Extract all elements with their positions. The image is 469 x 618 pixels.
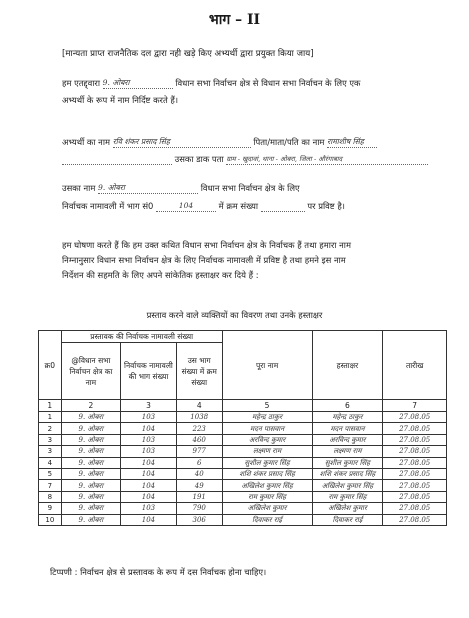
row-signature: सुशील कुमार सिंह bbox=[312, 457, 383, 468]
declaration-line-2: निम्नानुसार विधान सभा निर्वाचन क्षेत्र के लिए निर्वाचक नामावली में प्रविष्ट है तथा हमने इस नाम bbox=[62, 255, 346, 265]
col-part-header: निर्वाचक नामावली की भाग संख्या bbox=[121, 343, 177, 400]
address-line bbox=[62, 153, 428, 165]
row-name: महेन्द्र ठाकुर bbox=[222, 412, 312, 423]
row-serial: 6 bbox=[176, 457, 222, 468]
col-serial-header: उस भाग संख्या में क्रम संख्या bbox=[176, 343, 222, 400]
row-name: लक्ष्मण राम bbox=[222, 446, 312, 457]
row-serial: 1038 bbox=[176, 412, 222, 423]
address-label: उसका डाक पता bbox=[174, 154, 224, 164]
table-caption: प्रस्ताव करने वाले व्यक्तियों का विवरण तथा उनके हस्ताक्षर bbox=[146, 310, 323, 320]
row-date: 27.08.05 bbox=[383, 480, 447, 491]
row-signature: महेन्द्र ठाकुर bbox=[312, 412, 383, 423]
row-part: 104 bbox=[121, 457, 177, 468]
row-date: 27.08.05 bbox=[383, 457, 447, 468]
row-signature: अरविन्द कुमार bbox=[312, 434, 383, 445]
col-number: 7 bbox=[383, 400, 447, 412]
declaration-paragraph bbox=[62, 238, 351, 283]
row-date: 27.08.05 bbox=[383, 446, 447, 457]
row-name: मदन पासवान bbox=[222, 423, 312, 434]
candidate-name-field bbox=[113, 136, 251, 148]
row-serial: 977 bbox=[176, 446, 222, 457]
table-row bbox=[39, 446, 447, 457]
row-constituency: 9. ओबरा bbox=[61, 468, 120, 479]
row-signature: राम कुमार सिंह bbox=[312, 491, 383, 502]
row-sno: 5 bbox=[39, 468, 62, 479]
father-label: पिता/माता/पति का नाम bbox=[253, 137, 325, 147]
page-title: भाग – II bbox=[208, 12, 261, 28]
roll-prefix: निर्वाचक नामावली में भाग सं0 bbox=[62, 201, 154, 211]
proposers-table-body bbox=[39, 412, 447, 526]
row-constituency: 9. ओबरा bbox=[61, 503, 120, 514]
table-row bbox=[39, 423, 447, 434]
col-number: 3 bbox=[121, 400, 177, 412]
roll-part-field bbox=[156, 200, 216, 212]
row-name: अखिलेश कुमार bbox=[222, 503, 312, 514]
row-sno: 8 bbox=[39, 491, 62, 502]
row-sno: 10 bbox=[39, 514, 62, 525]
row-constituency: 9. ओबरा bbox=[61, 457, 120, 468]
row-part: 104 bbox=[121, 423, 177, 434]
elector-label: उसका नाम bbox=[62, 183, 96, 193]
row-part: 104 bbox=[121, 480, 177, 491]
row-signature: अखिलेश कुमार bbox=[312, 503, 383, 514]
declaration-line-3: निर्देशन की सहमति के लिए अपने सांकेतिक हस्ताक्षर कर दिये हैं : bbox=[62, 270, 259, 280]
row-date: 27.08.05 bbox=[383, 434, 447, 445]
table-row bbox=[39, 457, 447, 468]
father-name-field bbox=[327, 136, 377, 148]
roll-suffix: पर प्रविष्ट है। bbox=[307, 201, 345, 211]
row-date: 27.08.05 bbox=[383, 514, 447, 525]
row-part: 104 bbox=[121, 491, 177, 502]
row-name: अखिलेश कुमार सिंह bbox=[222, 480, 312, 491]
col-constituency-header: @विधान सभा निर्वाचन क्षेत्र का नाम bbox=[61, 343, 120, 400]
row-name: अरविन्द कुमार bbox=[222, 434, 312, 445]
row-part: 103 bbox=[121, 412, 177, 423]
elector-line bbox=[62, 182, 300, 194]
row-sno: 7 bbox=[39, 480, 62, 491]
table-row bbox=[39, 412, 447, 423]
row-serial: 191 bbox=[176, 491, 222, 502]
table-row bbox=[39, 468, 447, 479]
row-name: दिवाकर राई bbox=[222, 514, 312, 525]
col-number: 2 bbox=[61, 400, 120, 412]
row-constituency: 9. ओबरा bbox=[61, 423, 120, 434]
row-constituency: 9. ओबरा bbox=[61, 514, 120, 525]
roll-serial-label: में क्रम संख्या bbox=[218, 201, 259, 211]
col-number: 1 bbox=[39, 400, 62, 412]
row-serial: 223 bbox=[176, 423, 222, 434]
row-serial: 49 bbox=[176, 480, 222, 491]
table-row bbox=[39, 514, 447, 525]
row-sno: 1 bbox=[39, 412, 62, 423]
elector-constituency-field bbox=[98, 182, 198, 194]
row-serial: 306 bbox=[176, 514, 222, 525]
row-sno: 2 bbox=[39, 423, 62, 434]
row-constituency: 9. ओबरा bbox=[61, 446, 120, 457]
row-date: 27.08.05 bbox=[383, 503, 447, 514]
footnote: टिप्पणी : निर्वाचन क्षेत्र से प्रस्तावक के रूप में दस निर्वाचक होना चाहिए। bbox=[50, 567, 267, 577]
roll-part-value: 104 bbox=[178, 201, 194, 210]
address-field bbox=[226, 153, 428, 165]
col-signature-header: हस्ताक्षर bbox=[312, 331, 383, 400]
row-part: 104 bbox=[121, 468, 177, 479]
candidate-line bbox=[62, 136, 377, 148]
table-row bbox=[39, 503, 447, 514]
address-lead-field bbox=[62, 153, 172, 165]
proposers-table bbox=[38, 330, 447, 526]
candidate-name-value: रवि शंकर प्रसाद सिंह bbox=[112, 137, 170, 146]
address-value-1: ग्राम - खुदावां, थाना - ओबरा, जिला - औरंगाबाद bbox=[226, 155, 343, 163]
row-sno: 3 bbox=[39, 434, 62, 445]
row-signature: दिवाकर राई bbox=[312, 514, 383, 525]
row-part: 103 bbox=[121, 503, 177, 514]
col-number: 5 bbox=[222, 400, 312, 412]
roll-line bbox=[62, 200, 345, 212]
row-serial: 790 bbox=[176, 503, 222, 514]
row-date: 27.08.05 bbox=[383, 468, 447, 479]
elector-suffix: विधान सभा निर्वाचन क्षेत्र के लिए bbox=[200, 183, 300, 193]
row-constituency: 9. ओबरा bbox=[61, 480, 120, 491]
row-name: राम कुमार सिंह bbox=[222, 491, 312, 502]
col-sno-header: क्र0 bbox=[39, 331, 62, 400]
row-sno: 9 bbox=[39, 503, 62, 514]
bracket-note: [मान्यता प्राप्त राजनैतिक दल द्वारा नही खड़े किए अभ्यर्थी द्वारा प्रयुक्त किया जाय] bbox=[62, 49, 314, 59]
column-number-row bbox=[39, 400, 447, 412]
row-constituency: 9. ओबरा bbox=[61, 491, 120, 502]
constituency-value: 9. ओबरा bbox=[102, 78, 130, 87]
row-serial: 40 bbox=[176, 468, 222, 479]
row-name: शशि शंकर प्रसाद सिंह bbox=[222, 468, 312, 479]
constituency-field bbox=[103, 77, 173, 89]
row-serial: 460 bbox=[176, 434, 222, 445]
declaration-line-1: हम घोषणा करते हैं कि हम उक्त कथित विधान सभा निर्वाचन क्षेत्र के निर्वाचक हैं तथा हमारा नाम bbox=[62, 240, 351, 250]
row-date: 27.08.05 bbox=[383, 491, 447, 502]
row-constituency: 9. ओबरा bbox=[61, 434, 120, 445]
col-number: 6 bbox=[312, 400, 383, 412]
row-date: 27.08.05 bbox=[383, 412, 447, 423]
col-number: 4 bbox=[176, 400, 222, 412]
col-date-header: तारीख bbox=[383, 331, 447, 400]
row-constituency: 9. ओबरा bbox=[61, 412, 120, 423]
row-signature: लक्ष्मण राम bbox=[312, 446, 383, 457]
row-part: 103 bbox=[121, 446, 177, 457]
father-name-value: रामाशीष सिंह bbox=[327, 137, 364, 146]
row-date: 27.08.05 bbox=[383, 423, 447, 434]
row-signature: शशि शंकर प्रसाद सिंह bbox=[312, 468, 383, 479]
row-signature: मदन पासवान bbox=[312, 423, 383, 434]
table-row bbox=[39, 491, 447, 502]
elector-constituency-value: 9. ओबरा bbox=[98, 183, 125, 192]
roll-serial-field bbox=[261, 200, 305, 212]
nomination-line-1 bbox=[62, 77, 360, 89]
table-row bbox=[39, 480, 447, 491]
line1-prefix: हम एतद्द्वारा bbox=[62, 78, 100, 88]
group-header: प्रस्तावक की निर्वाचक नामावली संख्या bbox=[61, 331, 222, 343]
row-part: 104 bbox=[121, 514, 177, 525]
row-name: सुशील कुमार सिंह bbox=[222, 457, 312, 468]
row-sno: 3 bbox=[39, 446, 62, 457]
table-row bbox=[39, 434, 447, 445]
row-sno: 4 bbox=[39, 457, 62, 468]
line1-suffix: विधान सभा निर्वाचन क्षेत्र से विधान सभा निर्वाचन के लिए एक bbox=[175, 78, 361, 88]
nomination-line-2: अभ्यर्थी के रूप में नाम निर्दिष्ट करते हैं। bbox=[62, 95, 179, 105]
candidate-label: अभ्यर्थी का नाम bbox=[62, 137, 111, 147]
row-signature: अखिलेश कुमार सिंह bbox=[312, 480, 383, 491]
col-name-header: पूरा नाम bbox=[222, 331, 312, 400]
row-part: 103 bbox=[121, 434, 177, 445]
